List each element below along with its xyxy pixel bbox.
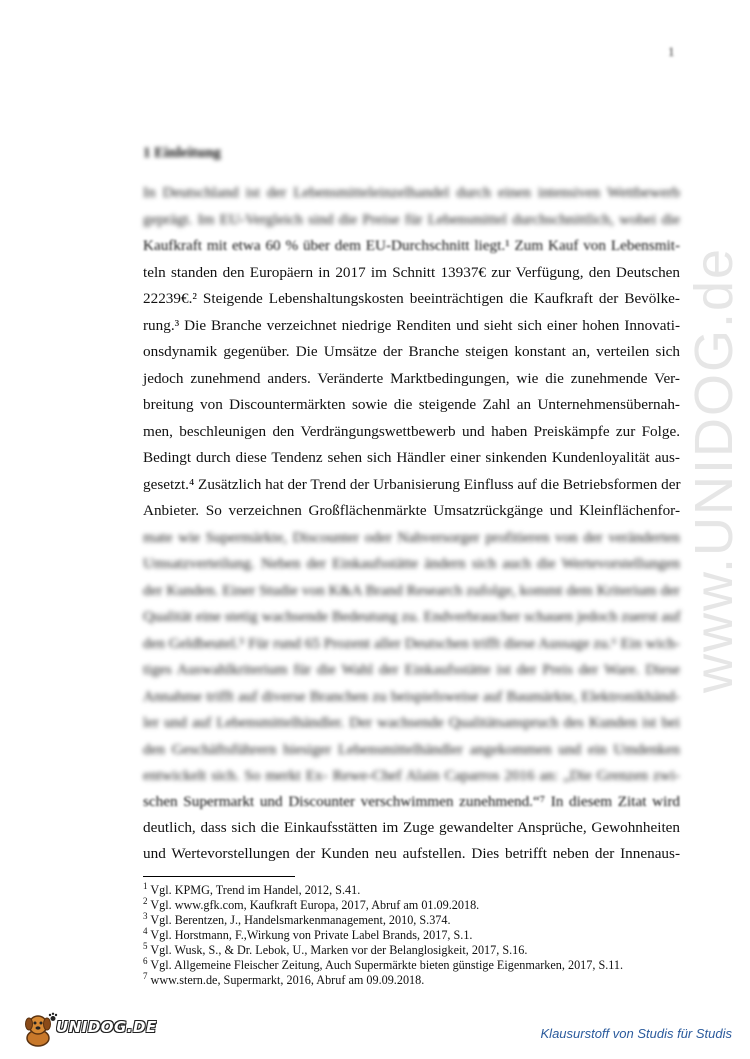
logo-text: UNIDOG.DE bbox=[56, 1018, 157, 1036]
body-line: Umsatzverteilung. Neben der Einkaufsstätte ändern sich auch die Wertevorstellungen bbox=[143, 555, 680, 572]
footnote bbox=[143, 970, 425, 987]
footnote bbox=[143, 955, 624, 972]
body-line: tiges Auswahlkriterium für die Wahl der Einkaufsstätte ist der Preis der Ware. Diese bbox=[143, 661, 680, 678]
footnote-number: 4 bbox=[143, 925, 148, 936]
footnote bbox=[143, 940, 528, 957]
body-line: 22239€.² Steigende Lebenshaltungskosten beeinträchtigen die Kaufkraft der Bevölke- bbox=[143, 290, 680, 307]
body-line: der Kunden. Einer Studie von K&A Brand Research zufolge, kommt dem Kriterium der bbox=[143, 582, 680, 599]
body-line: mate wie Supermärkte, Discounter oder Nahversorger profitieren von der veränderten bbox=[143, 529, 680, 546]
footnote-text: Vgl. www.gfk.com, Kaufkraft Europa, 2017, Abruf am 01.09.2018. bbox=[150, 898, 480, 912]
footnote-number: 2 bbox=[143, 895, 148, 906]
body-line: deutlich, dass sich die Einkaufsstätten im Zuge gewandelter Ansprüche, Gewohnheiten bbox=[143, 819, 680, 836]
footnote-number: 7 bbox=[143, 970, 148, 981]
watermark: www.UNIDOG.de bbox=[684, 246, 744, 694]
body-line: jedoch zunehmend anders. Veränderte Marktbedingungen, wie die zunehmende Ver- bbox=[143, 370, 680, 387]
footnote-number: 6 bbox=[143, 955, 148, 966]
body-line: teln standen den Europäern in 2017 im Schnitt 13937€ zur Verfügung, den Deutschen bbox=[143, 264, 680, 281]
body-line: Kaufkraft mit etwa 60 % über dem EU-Durchschnitt liegt.¹ Zum Kauf von Lebensmit- bbox=[143, 237, 680, 254]
footnote-text: Vgl. Horstmann, F.,Wirkung von Private Label Brands, 2017, S.1. bbox=[150, 928, 473, 942]
footnote-text: www.stern.de, Supermarkt, 2016, Abruf am 09.09.2018. bbox=[150, 973, 425, 987]
body-line: ler und auf Lebensmittelhändler. Der wachsende Qualitätsanspruch des Kunden ist bei bbox=[143, 714, 680, 731]
body-line: schen Supermarkt und Discounter verschwimmen zunehmend.“⁷ In diesem Zitat wird bbox=[143, 793, 680, 810]
body-line: entwickelt sich. So merkt Ex- Rewe-Chef Alain Caparros 2016 an: „Die Grenzen zwi- bbox=[143, 767, 680, 784]
footnote bbox=[143, 895, 480, 912]
footnote-number: 3 bbox=[143, 910, 148, 921]
body-line: und Wertevorstellungen der Kunden neu aufstellen. Dies betrifft neben der Innenaus- bbox=[143, 845, 680, 862]
body-line: breitung von Discountermärkten sowie die steigende Zahl an Unternehmensübernah- bbox=[143, 396, 680, 413]
body-line: In Deutschland ist der Lebensmitteleinzelhandel durch einen intensiven Wettbewerb bbox=[143, 184, 680, 201]
body-line: den Geschäftsführern hiesiger Lebensmittelhändler angekommen und ein Umdenken bbox=[143, 741, 680, 758]
body-line: Qualität eine stetig wachsende Bedeutung zu. Endverbraucher schauen jedoch zuerst auf bbox=[143, 608, 681, 625]
body-line: den Geldbeutel.⁵ Für rund 65 Prozent aller Deutschen trifft diese Aussage zu.⁶ Ein wich- bbox=[143, 635, 681, 652]
footnote-text: Vgl. Wusk, S., & Dr. Lebok, U., Marken vor der Belanglosigkeit, 2017, S.16. bbox=[150, 943, 528, 957]
body-line: gesetzt.⁴ Zusätzlich hat der Trend der Urbanisierung Einfluss auf die Betriebsformen der bbox=[143, 476, 681, 493]
footnote-number: 1 bbox=[143, 880, 148, 891]
footnote bbox=[143, 925, 473, 942]
body-line: Bedingt durch diese Tendenz sehen sich Händler einer sinkenden Kundenloyalität aus- bbox=[143, 449, 680, 466]
footnote-text: Vgl. Berentzen, J., Handelsmarkenmanagement, 2010, S.374. bbox=[150, 913, 451, 927]
footnote-separator bbox=[143, 876, 295, 877]
body-line: men, beschleunigen den Verdrängungswettbewerb und haben Preiskämpfe zur Folge. bbox=[143, 423, 680, 440]
footer-tagline: Klausurstoff von Studis für Studis bbox=[540, 1026, 732, 1041]
unidog-logo[interactable] bbox=[18, 1010, 158, 1050]
footnote bbox=[143, 910, 451, 927]
footnote bbox=[143, 880, 361, 897]
section-heading: 1 Einleitung bbox=[143, 145, 221, 161]
footnote-number: 5 bbox=[143, 940, 148, 951]
page-number: 1 bbox=[668, 44, 675, 59]
footnote-text: Vgl. Allgemeine Fleischer Zeitung, Auch Supermärkte bieten günstige Eigenmarken, 2017, S.11. bbox=[150, 958, 624, 972]
footnote-text: Vgl. KPMG, Trend im Handel, 2012, S.41. bbox=[150, 883, 361, 897]
body-line: geprägt. Im EU-Vergleich sind die Preise für Lebensmittel durchschnittlich, wobei die bbox=[143, 211, 680, 228]
body-line: rung.³ Die Branche verzeichnet niedrige Renditen und sieht sich einer hohen Innovati- bbox=[143, 317, 680, 334]
body-line: Annahme trifft auf diverse Branchen zu beispielsweise auf Baumärkte, Elektronikhänd- bbox=[143, 688, 680, 705]
body-line: onsdynamik gegenüber. Die Umsätze der Branche steigen konstant an, verteilen sich bbox=[143, 343, 680, 360]
body-line: Anbieter. So verzeichnen Großflächenmärkte Umsatzrückgänge und Kleinflächenfor- bbox=[143, 502, 680, 519]
